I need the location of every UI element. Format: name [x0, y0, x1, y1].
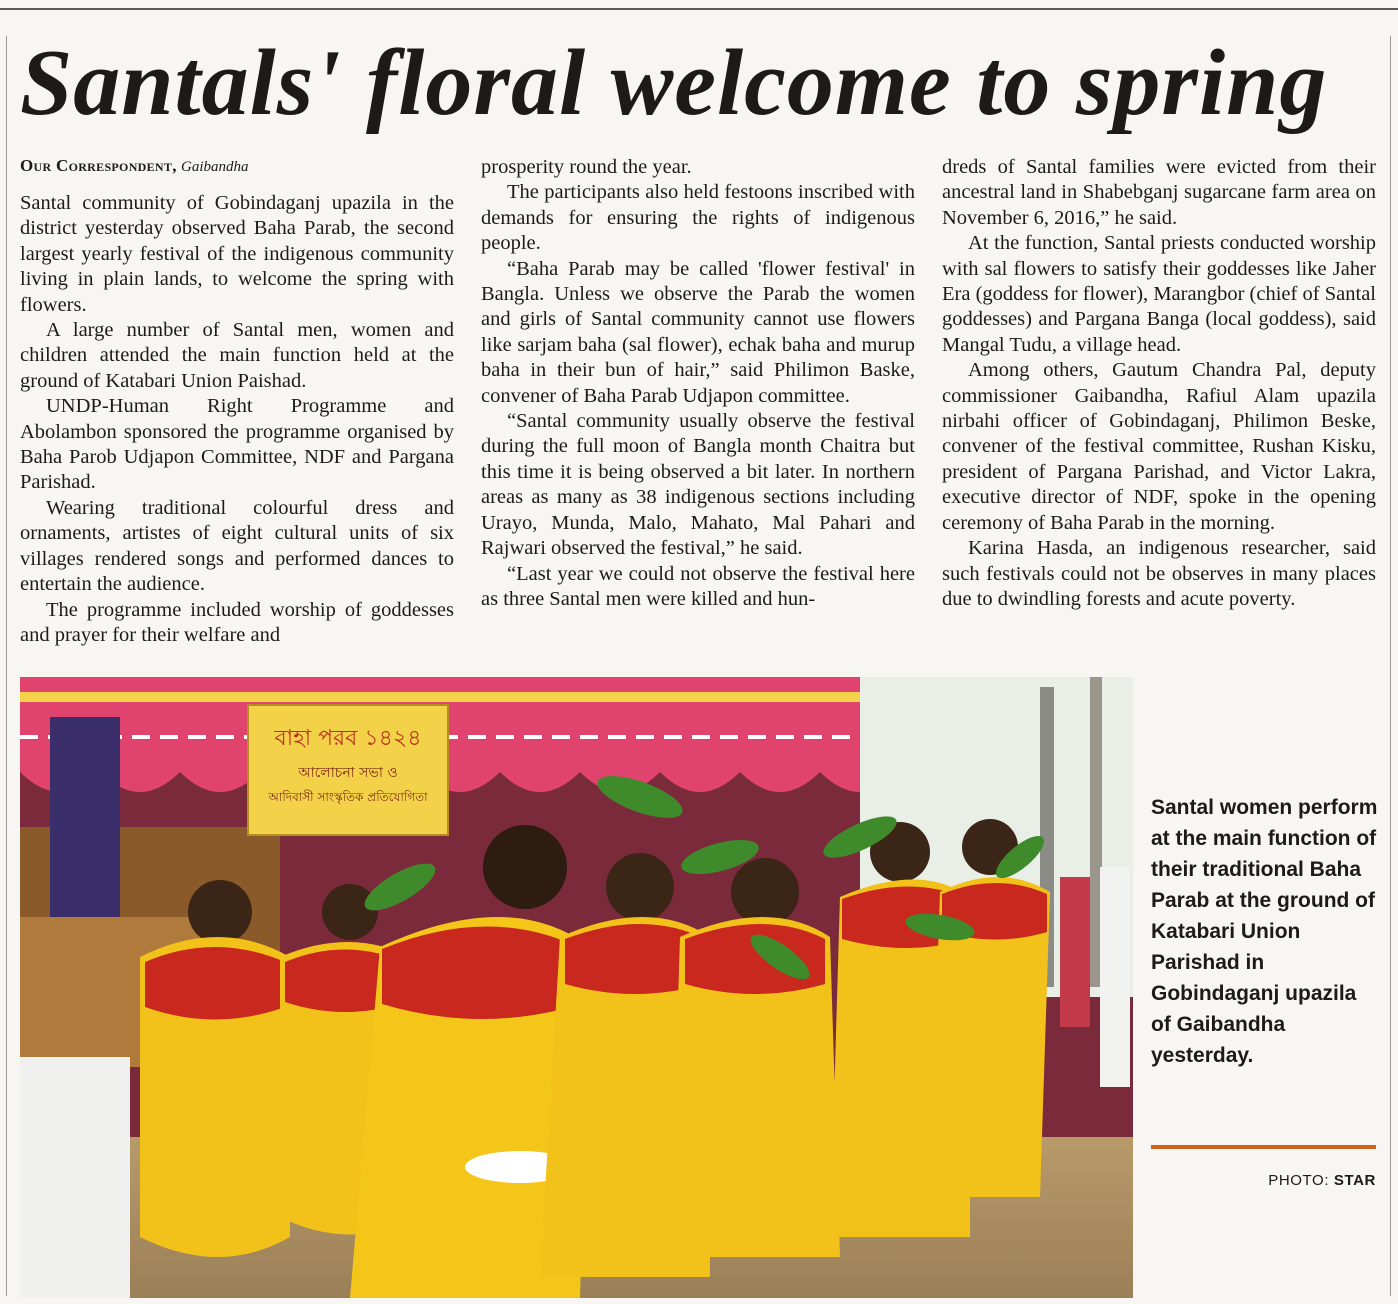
white-cloth: [20, 1057, 130, 1298]
top-rule: [0, 8, 1398, 10]
paragraph: prosperity round the year.: [481, 156, 692, 178]
photo-credit: [1151, 1172, 1376, 1189]
banner-line-1: বাহা পরব ১৪২৪: [274, 726, 422, 751]
paragraph: Wearing traditional colourful dress and ornaments, artistes of eight cultural units of six villages rendered songs and performed dances to entertain the audience.: [20, 496, 454, 596]
article-column-3: [942, 155, 1376, 612]
paragraph: dreds of Santal families were evicted from their ancestral land in Shabebganj sugarcane farm area on November 6, 2016,” he said.: [942, 156, 1376, 229]
festival-photo: [20, 677, 1133, 1298]
paragraph: Karina Hasda, an indigenous researcher, said such festivals could not be observes in many places due to dwindling forests and acute poverty.: [942, 537, 1376, 610]
paragraph: Among others, Gautum Chandra Pal, deputy commissioner Gaibandha, Rafiul Alam upazila nirbahi officer of Gobindaganj, Philimon Beske, convener of the festival committee, Rushan Kisku, president of Pargana Parishad, and Victor Lakra, executive director of NDF, spoke in the opening ceremony of Baha Parab in the morning.: [942, 359, 1376, 534]
caption-rule: [1151, 1145, 1376, 1149]
paragraph: “Baha Parab may be called 'flower festival' in Bangla. Unless we observe the Parab the women and girls of Santal community cannot use flowers like sarjam baha (sal flower), echak baha and murup baha in their bun of hair,” said Philimon Baske, convener of Baha Parab Udjapon committee.: [481, 257, 915, 407]
article-column-2: [481, 155, 915, 612]
banner-line-3: আদিবাসী সাংস্কৃতিক প্রতিযোগিতা: [268, 790, 428, 804]
left-border: [6, 36, 7, 1296]
festival-photo-illustration: [20, 677, 1133, 1298]
right-border: [1390, 36, 1391, 1296]
paragraph: “Last year we could not observe the festival here as three Santal men were killed and hun-: [481, 562, 915, 610]
paragraph: The participants also held festoons inscribed with demands for ensuring the rights of indigenous people.: [481, 181, 915, 255]
article-column-1: [20, 155, 454, 648]
photo-credit-label: PHOTO:: [1268, 1172, 1330, 1189]
paragraph: Santal community of Gobindaganj upazila in the district yesterday observed Baha Parab, the second largest yearly festival of the indigenous community living in plain lands, to welcome the spring with flowers.: [20, 192, 454, 316]
paragraph: The programme included worship of goddesses and prayer for their welfare and: [20, 598, 454, 646]
byline-name: Our Correspondent,: [20, 156, 177, 175]
headline: Santals' floral welcome to spring: [20, 31, 1328, 135]
photo-caption: Santal women perform at the main function of their traditional Baha Parab at the ground of Katabari Union Parishad in Gobindaganj upazila of Gaibandha yesterday.: [1151, 796, 1378, 1067]
festival-banner: [248, 705, 448, 835]
byline: [20, 155, 454, 178]
paragraph: UNDP-Human Right Programme and Abolambon sponsored the programme organised by Baha Parob Udjapon Committee, NDF and Pargana Parishad.: [20, 395, 454, 494]
speaker-figure: [50, 717, 120, 917]
byline-place: Gaibandha: [181, 159, 249, 175]
banner-line-2: আলোচনা সভা ও: [298, 765, 398, 781]
paragraph: “Santal community usually observe the festival during the full moon of Bangla month Chaitra but this time it is being observed a bit later. In northern areas as many as 38 indigenous sections including Urayo, Munda, Malo, Mahato, Mal Pahari and Rajwari observed the festival,” he said.: [481, 410, 915, 560]
paragraph: At the function, Santal priests conducted worship with sal flowers to satisfy their goddesses like Jaher Era (goddess for flower), Marangbor (chief of Santal goddesses) and Pargana Banga (local goddess), said Mangal Tudu, a village head.: [942, 232, 1376, 356]
photo-credit-source: STAR: [1333, 1172, 1376, 1189]
paragraph: A large number of Santal men, women and children attended the main function held at the ground of Katabari Union Paishad.: [20, 319, 454, 392]
